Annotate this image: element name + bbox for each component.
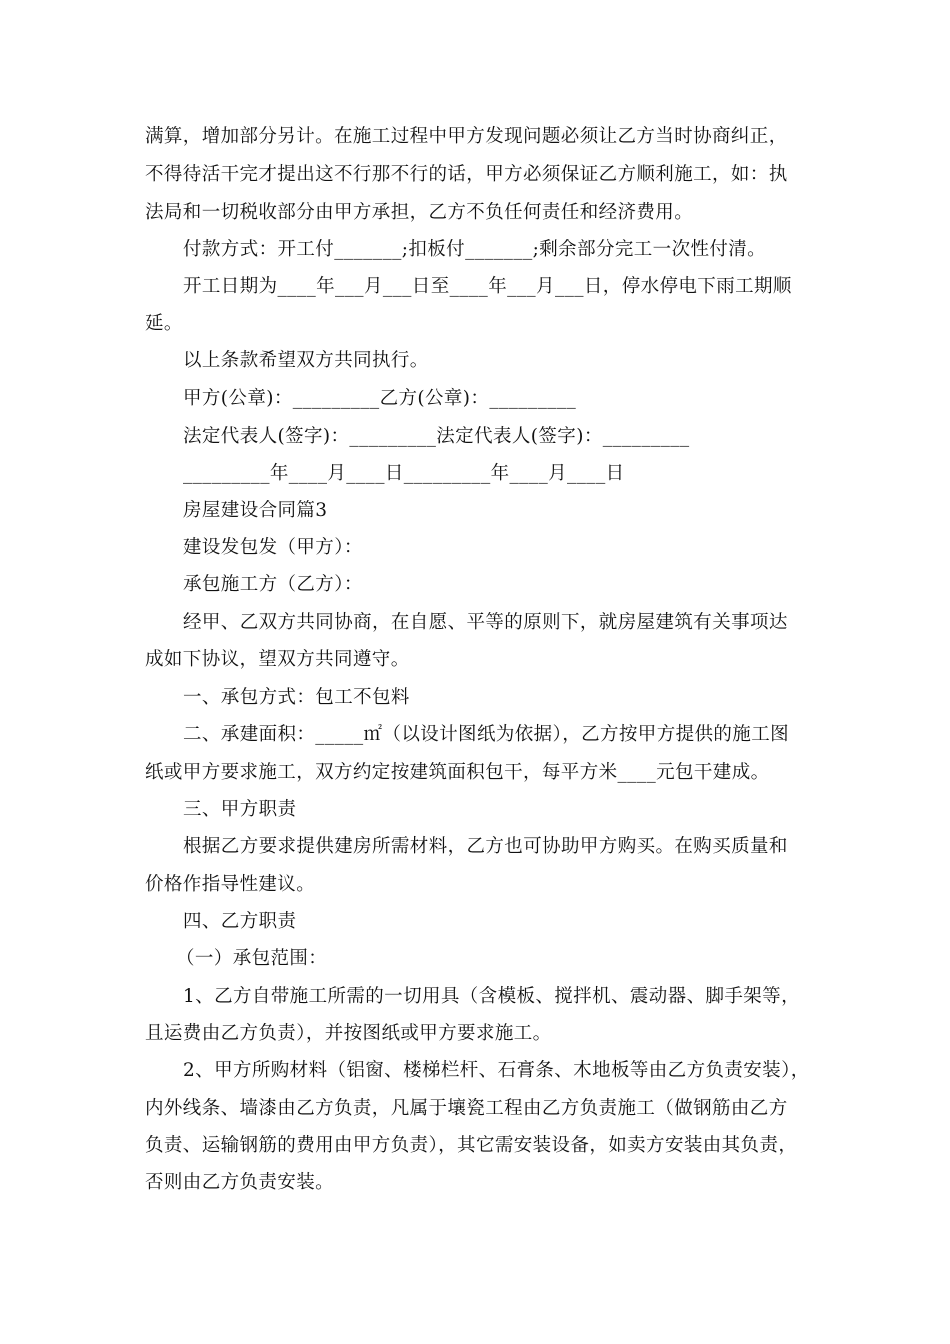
- text-line: 甲方(公章)：_________乙方(公章)：_________: [183, 388, 577, 409]
- text-line: 延。: [145, 313, 183, 334]
- section-title: 房屋建设合同篇3: [183, 500, 328, 521]
- text-line: 内外线条、墙漆由乙方负责，凡属于壤瓷工程由乙方负责施工（做钢筋由乙方: [145, 1098, 788, 1119]
- text-line: 负责、运输钢筋的费用由甲方负责），其它需安装设备，如卖方安装由其负责，: [145, 1135, 798, 1156]
- text-line: 纸或甲方要求施工，双方约定按建筑面积包干，每平方米____元包干建成。: [145, 762, 770, 783]
- text-line: 经甲、乙双方共同协商，在自愿、平等的原则下，就房屋建筑有关事项达: [183, 612, 788, 633]
- text-line: 二、承建面积：_____㎡（以设计图纸为依据），乙方按甲方提供的施工图: [183, 724, 790, 745]
- text-line: 付款方式：开工付_______;扣板付_______;剩余部分完工一次性付清。: [183, 239, 767, 260]
- text-line: 根据乙方要求提供建房所需材料，乙方也可协助甲方购买。在购买质量和: [183, 836, 788, 857]
- text-line: （一）承包范围：: [176, 948, 328, 969]
- text-line: _________年____月____日_________年____月____日: [183, 463, 625, 484]
- text-line: 2、甲方所购材料（铝窗、楼梯栏杆、石膏条、木地板等由乙方负责安装），: [183, 1060, 810, 1081]
- text-line: 价格作指导性建议。: [145, 874, 316, 895]
- text-line: 且运费由乙方负责），并按图纸或甲方要求施工。: [145, 1023, 552, 1044]
- text-line: 承包施工方（乙方）：: [183, 574, 363, 595]
- text-line: 以上条款希望双方共同执行。: [183, 350, 429, 371]
- text-line: 开工日期为____年___月___日至____年___月___日，停水停电下雨工期顺: [183, 276, 792, 297]
- text-line: 成如下协议，望双方共同遵守。: [145, 649, 410, 670]
- text-line: 四、乙方职责: [183, 911, 297, 932]
- text-line: 否则由乙方负责安装。: [145, 1172, 335, 1193]
- text-line: 法局和一切税收部分由甲方承担，乙方不负任何责任和经济费用。: [145, 202, 694, 223]
- text-line: 建设发包发（甲方）：: [183, 537, 363, 558]
- text-line: 满算，增加部分另计。在施工过程中甲方发现问题必须让乙方当时协商纠正，: [145, 126, 788, 147]
- text-line: 1、乙方自带施工所需的一切用具（含模板、搅拌机、震动器、脚手架等，: [183, 986, 800, 1007]
- text-line: 一、承包方式：包工不包料: [183, 687, 410, 708]
- text-line: 不得待活干完才提出这不行那不行的话，甲方必须保证乙方顺利施工，如：执: [145, 164, 788, 185]
- text-line: 法定代表人(签字)：_________法定代表人(签字)：_________: [183, 426, 690, 447]
- text-line: 三、甲方职责: [183, 799, 297, 820]
